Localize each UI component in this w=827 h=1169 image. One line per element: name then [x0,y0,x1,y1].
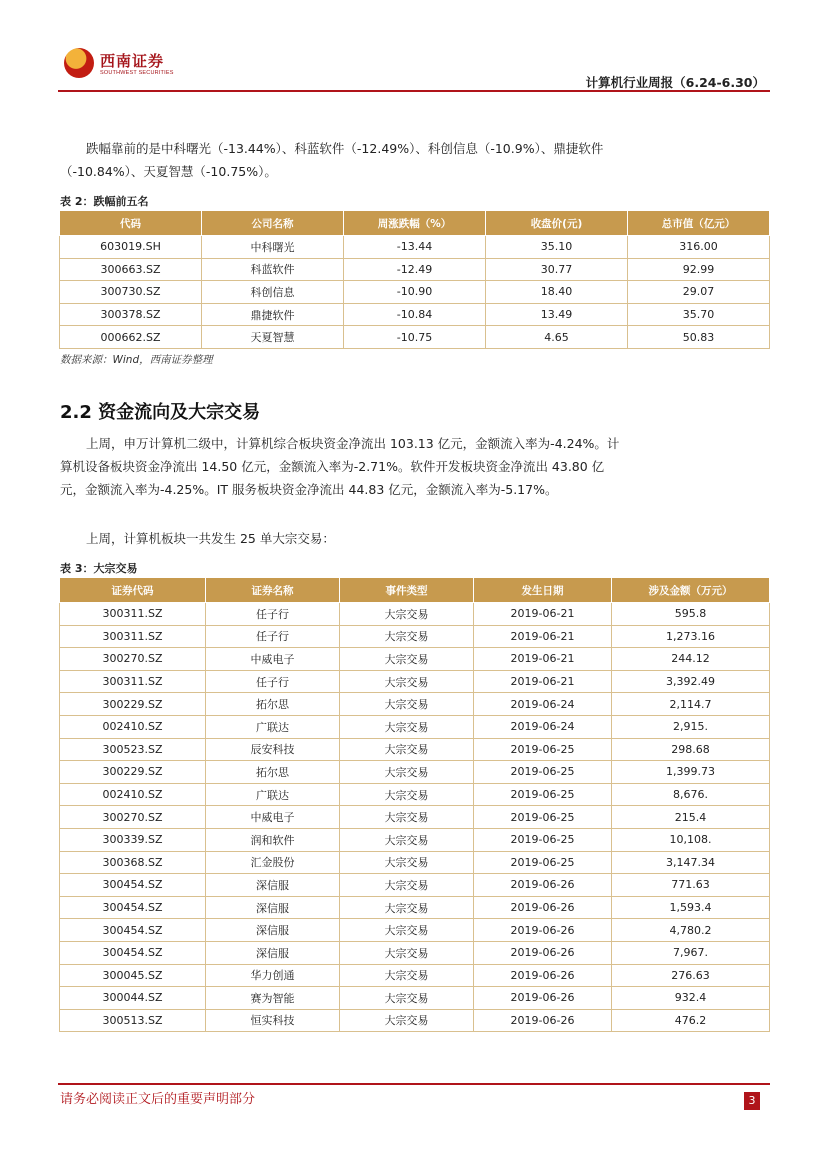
table3-header-cell: 证券代码 [60,578,206,603]
table-cell: 2019-06-21 [474,603,612,626]
table-cell: 深信服 [206,874,340,897]
table-cell: 2019-06-25 [474,761,612,784]
table-cell: 任子行 [206,670,340,693]
table-row [60,964,770,987]
table3-header-cell: 事件类型 [340,578,474,603]
footer-divider [58,1083,770,1085]
page-header [0,0,827,95]
table-cell: 300378.SZ [60,303,202,326]
table-cell: 300229.SZ [60,761,206,784]
table-cell: 赛为智能 [206,987,340,1010]
table-cell: 18.40 [486,281,628,304]
table-cell: 大宗交易 [340,648,474,671]
table-cell: 大宗交易 [340,670,474,693]
table-cell: 大宗交易 [340,919,474,942]
table-cell: 300270.SZ [60,648,206,671]
table-cell: 大宗交易 [340,964,474,987]
intro-paragraph [60,137,620,183]
table-cell: 595.8 [612,603,770,626]
table2-caption: 表 2：跌幅前五名 [60,195,149,208]
table-cell: 中威电子 [206,806,340,829]
section-title: 2.2 资金流向及大宗交易 [60,402,261,423]
table2 [59,210,770,349]
table-cell: 300730.SZ [60,281,202,304]
table-cell: 2,114.7 [612,693,770,716]
table-cell: 拓尔思 [206,693,340,716]
table-cell: 润和软件 [206,828,340,851]
table-row [60,670,770,693]
table-cell: 8,676. [612,783,770,806]
table-row [60,851,770,874]
table-cell: 大宗交易 [340,896,474,919]
table-row [60,987,770,1010]
table-cell: 大宗交易 [340,738,474,761]
table-cell: 300339.SZ [60,828,206,851]
table-cell: 2019-06-25 [474,738,612,761]
table-row [60,806,770,829]
table-cell: 深信服 [206,919,340,942]
table-cell: 30.77 [486,258,628,281]
table-cell: 2019-06-26 [474,964,612,987]
section-paragraph-1-text: 上周，申万计算机二级中，计算机综合板块资金净流出 103.13 亿元，金额流入率为-4.24%。计算机设备板块资金净流出 14.50 亿元，金额流入率为-2.71%。软件开发板块资金净流出 43.80 亿元，金额流入率为-4.25%。IT 服务板块资金净流出 44.83 亿元，金额流入率为-5.17%。 [60,436,620,497]
table-cell: 大宗交易 [340,987,474,1010]
table2-header-cell: 总市值（亿元） [628,211,770,236]
table-cell: 大宗交易 [340,603,474,626]
table-cell: 476.2 [612,1009,770,1032]
table-cell: 300311.SZ [60,670,206,693]
table-row [60,1009,770,1032]
table-cell: 大宗交易 [340,625,474,648]
table-row [60,648,770,671]
table-cell: 276.63 [612,964,770,987]
table-row [60,738,770,761]
table-cell: 1,273.16 [612,625,770,648]
table-cell: -13.44 [344,236,486,259]
table-row [60,603,770,626]
table-cell: 2019-06-26 [474,896,612,919]
table-cell: 2019-06-26 [474,1009,612,1032]
table-cell: 92.99 [628,258,770,281]
table-row [60,783,770,806]
table-row [60,236,770,259]
table-cell: 300045.SZ [60,964,206,987]
table3-header-cell: 证券名称 [206,578,340,603]
logo-name-en: SOUTHWEST SECURITIES [100,70,174,76]
table-cell: 10,108. [612,828,770,851]
table-cell: 29.07 [628,281,770,304]
table-cell: 深信服 [206,941,340,964]
table-cell: 300513.SZ [60,1009,206,1032]
company-logo [64,48,194,88]
table-cell: 50.83 [628,326,770,349]
intro-text: 跌幅靠前的是中科曙光（-13.44%）、科蓝软件（-12.49%）、科创信息（-10.9%）、鼎捷软件（-10.84%）、天夏智慧（-10.75%）。 [60,141,604,179]
table-cell: 大宗交易 [340,1009,474,1032]
table-cell: 000662.SZ [60,326,202,349]
table-cell: -12.49 [344,258,486,281]
table-cell: 300454.SZ [60,874,206,897]
table-cell: 1,399.73 [612,761,770,784]
table-cell: 4,780.2 [612,919,770,942]
table-cell: 2019-06-26 [474,941,612,964]
table-cell: 2,915. [612,715,770,738]
table-cell: 2019-06-21 [474,625,612,648]
table-cell: 科创信息 [202,281,344,304]
table-cell: 932.4 [612,987,770,1010]
table2-source: 数据来源：Wind，西南证券整理 [60,354,213,366]
table-cell: 2019-06-26 [474,919,612,942]
table-cell: 2019-06-26 [474,874,612,897]
table-cell: 2019-06-24 [474,715,612,738]
report-title: 计算机行业周报（6.24-6.30） [585,75,765,90]
section-paragraph-2-text: 上周，计算机板块一共发生 25 单大宗交易： [86,531,335,546]
table-cell: 002410.SZ [60,715,206,738]
table-row [60,761,770,784]
table-cell: 4.65 [486,326,628,349]
table-cell: 300454.SZ [60,896,206,919]
table2-header-cell: 周涨跌幅（%） [344,211,486,236]
table-cell: 中科曙光 [202,236,344,259]
table3-caption: 表 3：大宗交易 [60,562,138,575]
table-row [60,919,770,942]
table-cell: 广联达 [206,715,340,738]
table-cell: 300311.SZ [60,625,206,648]
table3-header-cell: 涉及金额（万元） [612,578,770,603]
table-cell: 深信服 [206,896,340,919]
logo-name-cn: 西南证券 [100,52,165,70]
footer-disclaimer: 请务必阅读正文后的重要声明部分 [60,1092,256,1107]
table-row [60,625,770,648]
table-cell: 大宗交易 [340,783,474,806]
table-cell: 13.49 [486,303,628,326]
page-number: 3 [744,1092,760,1110]
table-cell: 215.4 [612,806,770,829]
table-cell: 任子行 [206,603,340,626]
table-cell: 603019.SH [60,236,202,259]
table-cell: 拓尔思 [206,761,340,784]
table-cell: 科蓝软件 [202,258,344,281]
table-cell: 大宗交易 [340,806,474,829]
table-row [60,281,770,304]
table-cell: 恒实科技 [206,1009,340,1032]
table-cell: 大宗交易 [340,693,474,716]
table-cell: 3,392.49 [612,670,770,693]
table3-header-row [60,578,770,603]
table-cell: 3,147.34 [612,851,770,874]
table-cell: 2019-06-21 [474,670,612,693]
table-cell: 7,967. [612,941,770,964]
table-row [60,326,770,349]
table-cell: 大宗交易 [340,715,474,738]
section-paragraph-1 [60,432,620,501]
table-cell: 300454.SZ [60,941,206,964]
table-cell: 1,593.4 [612,896,770,919]
table-cell: 2019-06-26 [474,987,612,1010]
table-cell: 2019-06-25 [474,851,612,874]
table-cell: 316.00 [628,236,770,259]
table-cell: 771.63 [612,874,770,897]
table-cell: 300523.SZ [60,738,206,761]
logo-emblem-icon [64,48,94,78]
table-cell: 2019-06-25 [474,806,612,829]
section-paragraph-2 [60,527,620,550]
table3-header-cell: 发生日期 [474,578,612,603]
table2-header-cell: 公司名称 [202,211,344,236]
table-cell: 中威电子 [206,648,340,671]
table-cell: -10.90 [344,281,486,304]
table-cell: 2019-06-25 [474,828,612,851]
table-row [60,941,770,964]
header-divider [58,90,770,92]
table-cell: 300368.SZ [60,851,206,874]
table-cell: -10.75 [344,326,486,349]
table-cell: 鼎捷软件 [202,303,344,326]
table-cell: 300044.SZ [60,987,206,1010]
table-cell: 广联达 [206,783,340,806]
table3 [59,577,770,1032]
table-cell: 002410.SZ [60,783,206,806]
table-cell: 大宗交易 [340,941,474,964]
table-row [60,896,770,919]
table-cell: 辰安科技 [206,738,340,761]
table-cell: 大宗交易 [340,761,474,784]
table-row [60,258,770,281]
table2-header-cell: 收盘价(元) [486,211,628,236]
table-cell: 汇金股份 [206,851,340,874]
table-cell: 35.70 [628,303,770,326]
table-row [60,303,770,326]
table-cell: 300229.SZ [60,693,206,716]
table-row [60,828,770,851]
table2-header-cell: 代码 [60,211,202,236]
table-row [60,715,770,738]
table2-header-row [60,211,770,236]
table-cell: 天夏智慧 [202,326,344,349]
table-cell: 大宗交易 [340,851,474,874]
table-cell: 大宗交易 [340,874,474,897]
table-cell: 300663.SZ [60,258,202,281]
table-cell: 300270.SZ [60,806,206,829]
table-cell: 298.68 [612,738,770,761]
table-cell: 华力创通 [206,964,340,987]
table-row [60,693,770,716]
table-cell: -10.84 [344,303,486,326]
table-cell: 2019-06-25 [474,783,612,806]
table-cell: 35.10 [486,236,628,259]
table-cell: 300311.SZ [60,603,206,626]
table-cell: 244.12 [612,648,770,671]
table-cell: 2019-06-24 [474,693,612,716]
table-cell: 任子行 [206,625,340,648]
table-cell: 300454.SZ [60,919,206,942]
table-row [60,874,770,897]
table-cell: 大宗交易 [340,828,474,851]
table-cell: 2019-06-21 [474,648,612,671]
